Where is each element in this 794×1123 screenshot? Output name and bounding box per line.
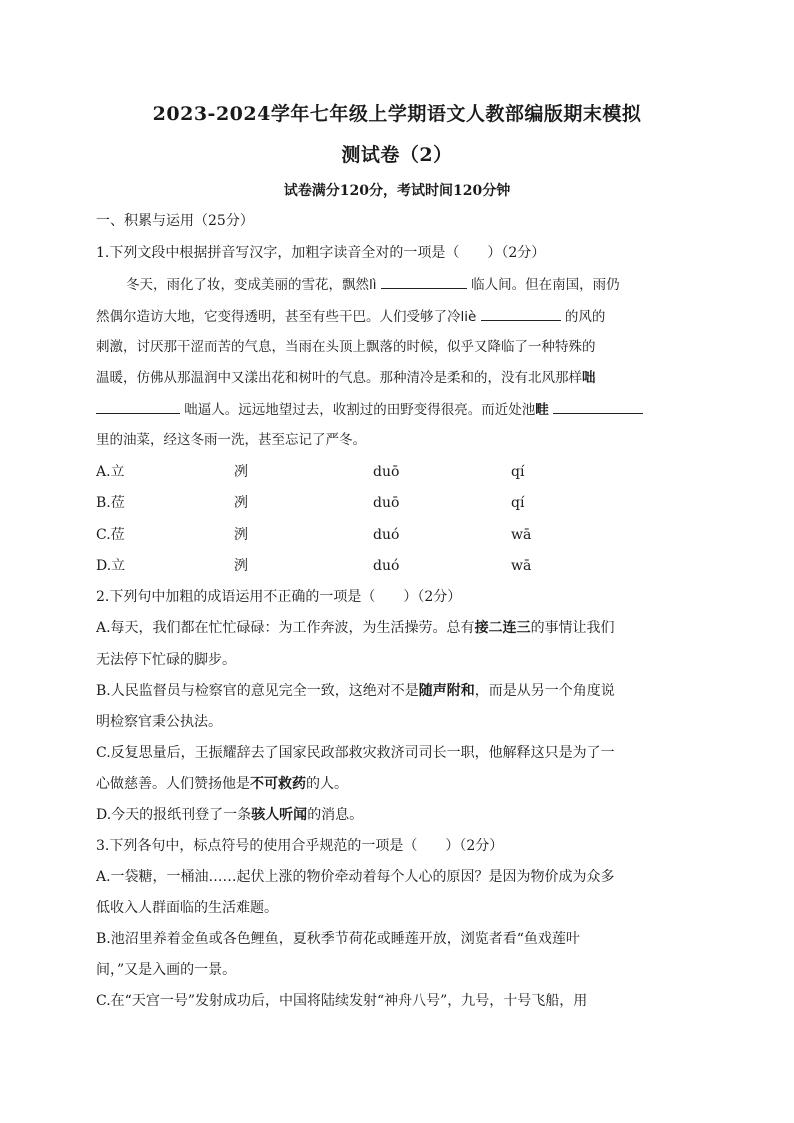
passage-text: 咄逼人。远远地望过去，收割过的田野变得很亮。而近处池 <box>184 402 536 418</box>
option-label: B.莅 <box>96 495 125 511</box>
bold-idiom: 随声附和 <box>418 683 475 699</box>
question-3-stem: 3.下列各句中，标点符号的使用合乎规范的一项是（ ）（2分） <box>96 838 504 854</box>
option-text: ，而是从另一个角度说 <box>474 683 615 699</box>
passage-text: 临人间。但在南国，雨仍 <box>471 277 620 293</box>
option-text: B.人民监督员与检察官的意见完全一致，这绝对不是 <box>96 683 419 699</box>
option-text: 的人。 <box>306 776 348 792</box>
option-cell: duō <box>373 495 400 511</box>
option-label: C.莅 <box>96 527 125 543</box>
option-cell: duó <box>373 527 400 543</box>
bold-idiom: 接二连三 <box>474 620 531 636</box>
passage-line-5 <box>96 399 694 420</box>
bold-char: 畦 <box>535 402 549 418</box>
q3-option-b-line1: B.池沼里养着金鱼或各色鲤鱼，夏秋季节荷花或睡莲开放，浏览者看“鱼戏莲叶 <box>96 931 580 947</box>
passage-line-1 <box>126 274 694 295</box>
q2-option-d <box>96 805 696 825</box>
option-cell: wā <box>511 558 532 574</box>
question-1-stem: 1.下列文段中根据拼音写汉字，加粗字读音全对的一项是（ ）（2分） <box>96 245 546 261</box>
passage-text: 温暖，仿佛从那温润中又漾出花和树叶的气息。那种清冷是柔和的，没有北风那样 <box>96 370 582 386</box>
bold-char: 咄 <box>582 370 596 386</box>
passage-text: 冬天，雨化了妆，变成美丽的雪花，飘然lì <box>126 277 377 293</box>
q2-option-b-line2: 明检察官秉公执法。 <box>96 714 222 730</box>
blank-3 <box>96 399 180 414</box>
passage-text: 的风的 <box>564 309 606 325</box>
option-cell: 冽 <box>234 464 248 480</box>
passage-line-2 <box>96 306 694 327</box>
option-cell: duó <box>373 558 400 574</box>
q2-option-c-line1: C.反复思量后，王振耀辞去了国家民政部救灾救济司司长一职，他解释这只是为了一 <box>96 745 615 761</box>
option-text: 心做慈善。人们赞扬他是 <box>96 776 250 792</box>
passage-line-6: 里的油菜，经这冬雨一洗，甚至忘记了严冬。 <box>96 432 366 448</box>
blank-4 <box>553 399 643 414</box>
option-text: A.每天，我们都在忙忙碌碌：为工作奔波，为生活操劳。总有 <box>96 620 475 636</box>
option-cell: duō <box>373 464 400 480</box>
question-2-stem: 2.下列句中加粗的成语运用不正确的一项是（ ）（2分） <box>96 589 462 605</box>
q3-option-a-line1: A.一袋糖，一桶油……起伏上涨的物价牵动着每个人心的原因？是因为物价成为众多 <box>96 869 615 885</box>
passage-line-4 <box>96 368 694 388</box>
q3-option-c-line1: C.在“天宫一号”发射成功后，中国将陆续发射“神舟八号”，九号，十号飞船，用 <box>96 993 588 1009</box>
q3-option-b-line2: 间，”又是入画的一景。 <box>96 962 237 978</box>
section-heading: 一、积累与运用（25分） <box>96 213 254 229</box>
passage-text: 然偶尔造访大地，它变得透明，甚至有些干巴。人们受够了冷liè <box>96 309 477 325</box>
option-cell: 洌 <box>234 527 248 543</box>
q2-option-b-line1 <box>96 681 696 701</box>
exam-title: 2023-2024学年七年级上学期语文人教部编版期末模拟 <box>152 103 642 125</box>
bold-idiom: 不可救药 <box>250 776 306 792</box>
exam-title-line2: 测试卷（2） <box>341 144 453 166</box>
option-cell: wā <box>511 527 532 543</box>
option-cell: qí <box>511 464 525 480</box>
option-cell: 洌 <box>234 558 248 574</box>
q3-option-a-line2: 低收入人群面临的生活难题。 <box>96 900 278 916</box>
option-text: 的事情让我们 <box>530 620 615 636</box>
q2-option-c-line2 <box>96 774 696 794</box>
bold-idiom: 骇人听闻 <box>251 807 308 823</box>
option-label: D.立 <box>96 558 126 574</box>
blank-2 <box>481 306 561 321</box>
blank-1 <box>381 274 467 289</box>
exam-subtitle: 试卷满分120分，考试时间120分钟 <box>283 183 511 199</box>
option-text: 的消息。 <box>307 807 364 823</box>
q2-option-a-line2: 无法停下忙碌的脚步。 <box>96 652 236 668</box>
passage-line-3: 刺激，讨厌那干涩而苦的气息，当雨在头顶上飘落的时候，似乎又降临了一种特殊的 <box>96 339 596 355</box>
option-text: D.今天的报纸刊登了一条 <box>96 807 252 823</box>
option-cell: 冽 <box>234 495 248 511</box>
option-cell: qí <box>511 495 525 511</box>
option-label: A.立 <box>96 464 125 480</box>
q2-option-a-line1 <box>96 618 696 638</box>
